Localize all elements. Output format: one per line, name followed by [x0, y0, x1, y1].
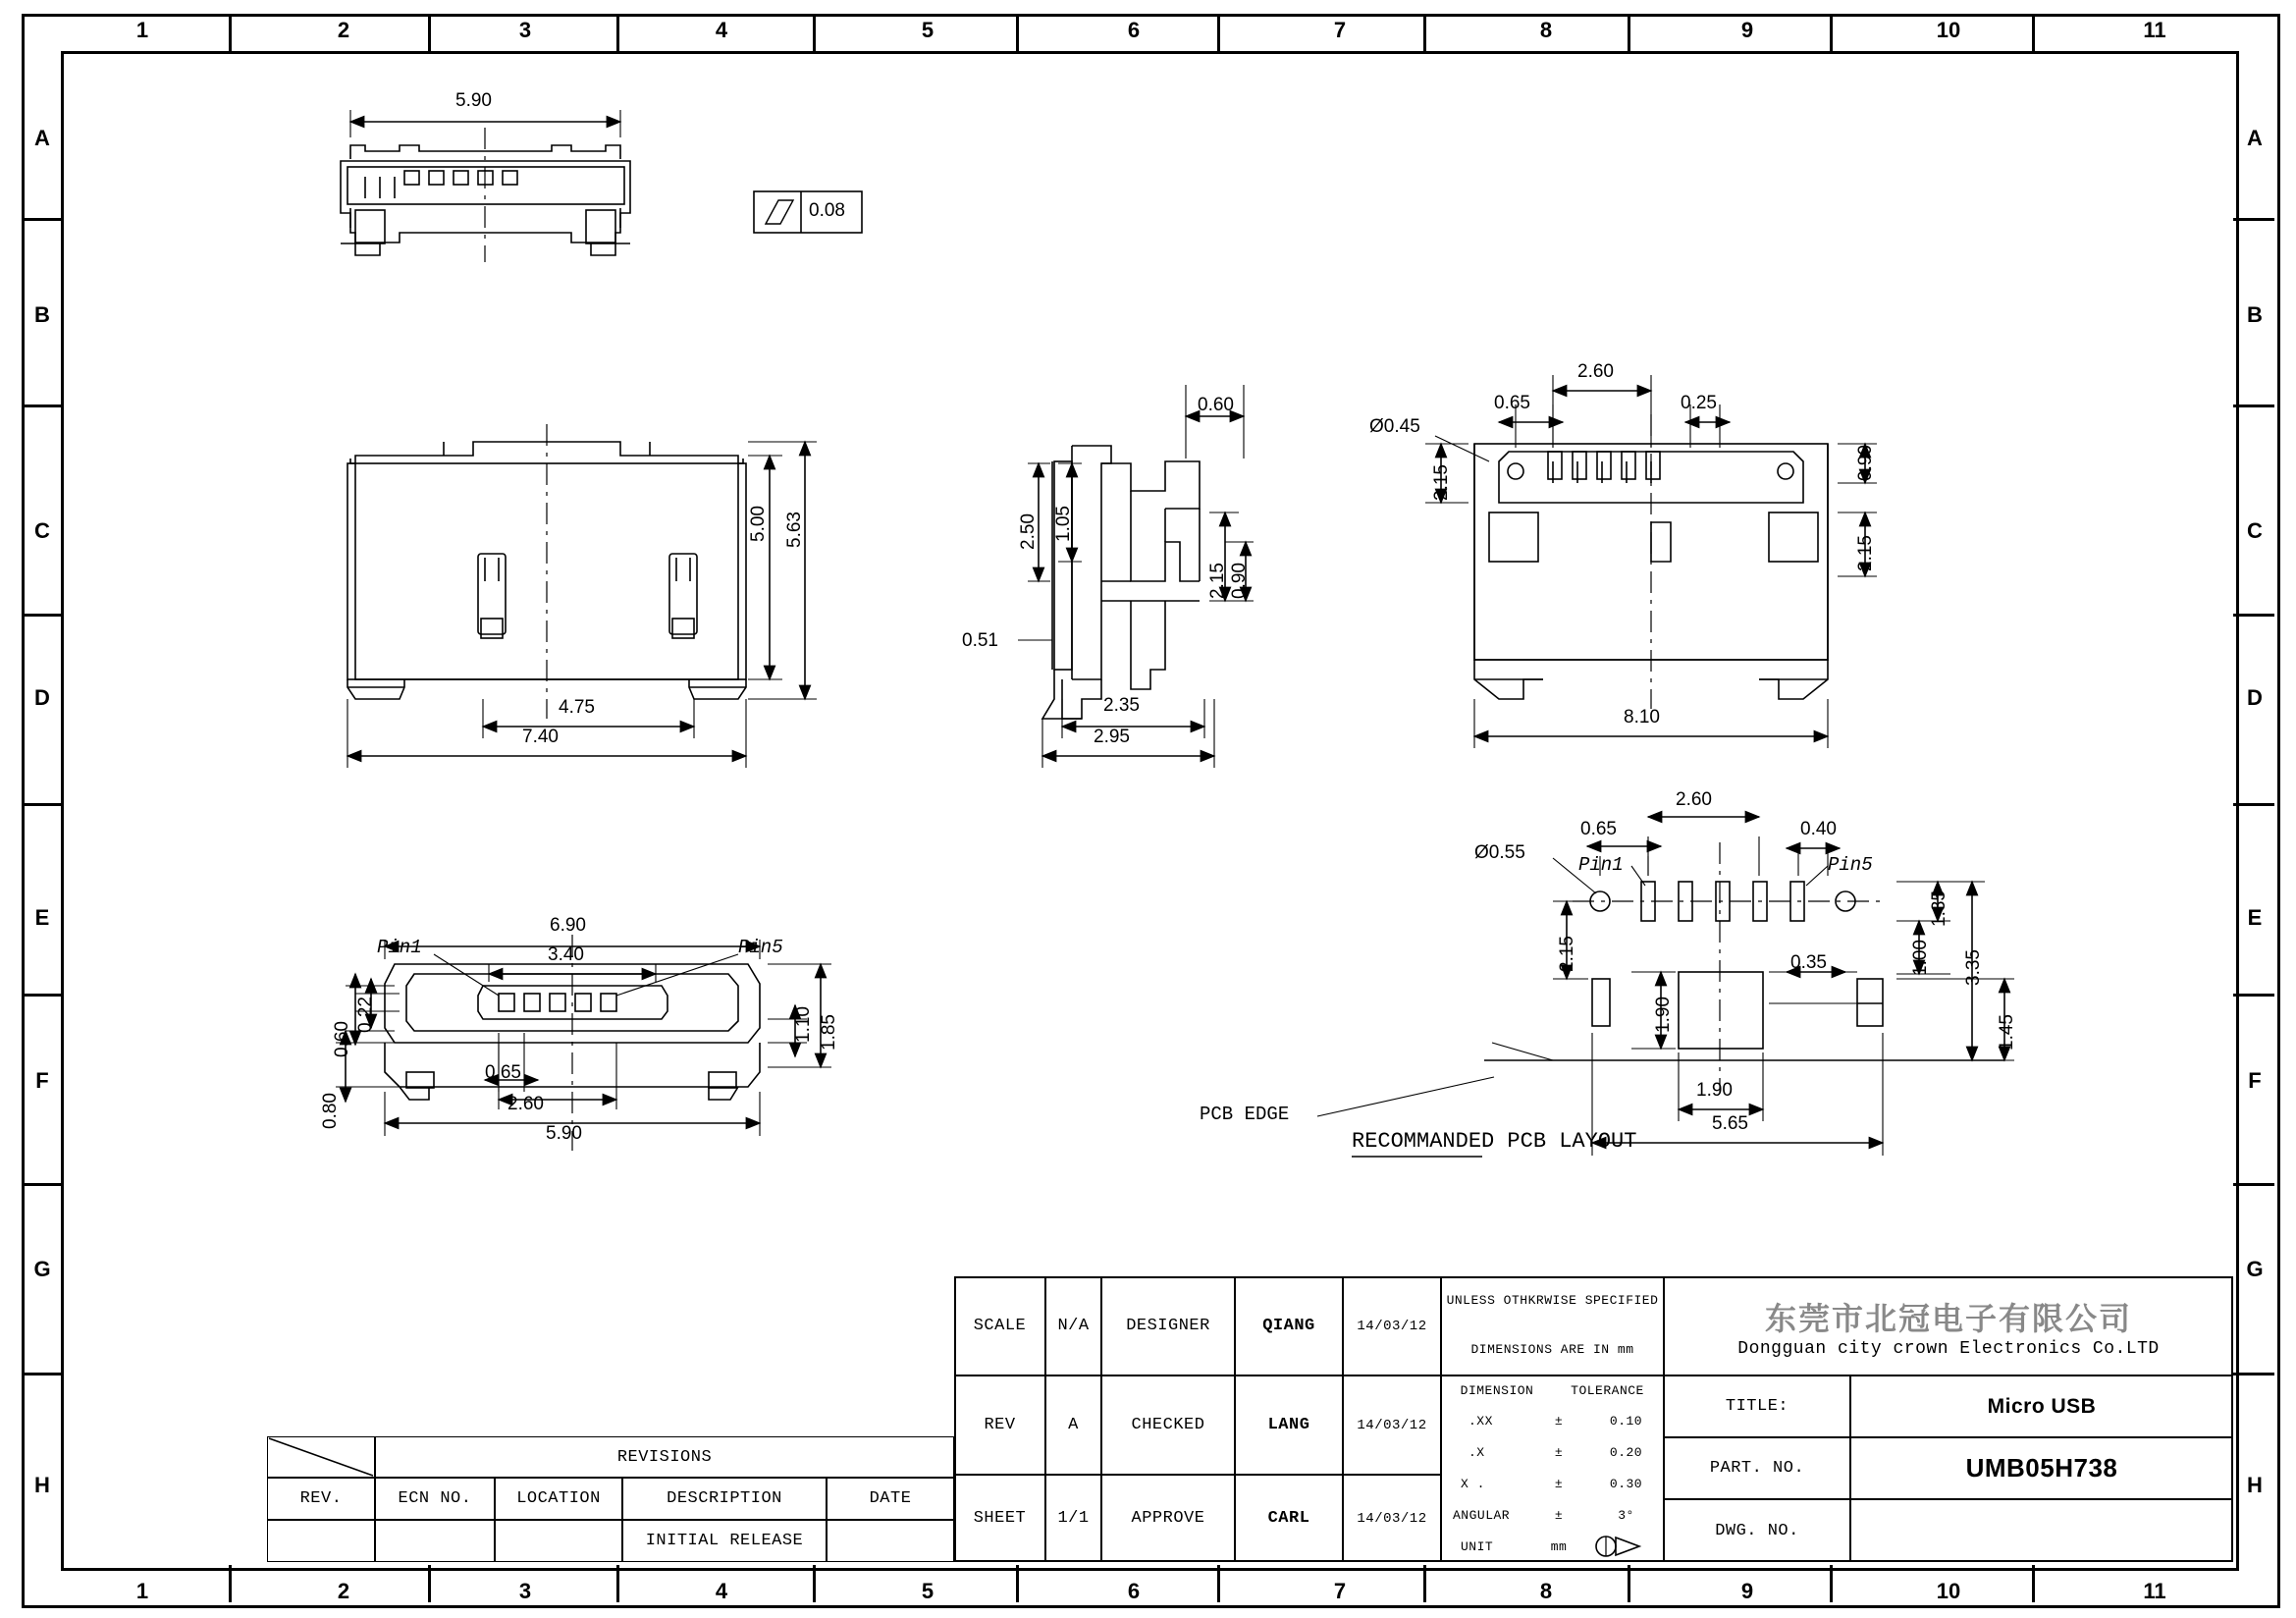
dim-pcb-3-35: 3.35 — [1963, 949, 1984, 986]
zone-col-bot-9: 9 — [1740, 1579, 1754, 1603]
label-pcb-edge: PCB EDGE — [1200, 1104, 1290, 1125]
notes-line1: UNLESS OTHKRWISE SPECIFIED — [1441, 1276, 1664, 1323]
dim-side-1-05: 1.05 — [1053, 506, 1074, 542]
company-name-en: Dongguan city crown Electronics Co.LTD — [1737, 1338, 2160, 1359]
zone-row-left-A: A — [34, 126, 50, 150]
revisions-cell-ecn — [375, 1520, 495, 1562]
approve-value: CARL — [1235, 1475, 1343, 1562]
zone-col-top-9: 9 — [1740, 18, 1754, 42]
revisions-cell-rev — [267, 1520, 375, 1562]
dim-pcb-1-00: 1.00 — [1910, 940, 1931, 976]
dim-pcb-dia-0-55: Ø0.55 — [1474, 842, 1525, 863]
tolerance-row4-sign: ± — [1554, 1507, 1564, 1523]
dim-bottom-1-85: 1.85 — [819, 1014, 839, 1051]
zone-col-top-1: 1 — [135, 18, 149, 42]
dim-rear-0-65: 0.65 — [1494, 393, 1530, 413]
revisions-cell-location — [495, 1520, 622, 1562]
revisions-col-ecn: ECN NO. — [375, 1478, 495, 1520]
zone-tick — [2233, 404, 2274, 407]
zone-tick — [2233, 994, 2274, 997]
tolerance-row3-val: 0.30 — [1609, 1476, 1643, 1491]
zone-tick — [428, 14, 431, 51]
tolerance-row2-dim: .X — [1468, 1444, 1485, 1460]
dim-rear-8-10: 8.10 — [1624, 707, 1660, 728]
zone-tick — [22, 218, 61, 221]
zone-tick — [22, 404, 61, 407]
zone-tick — [229, 14, 232, 51]
notes-line2: DIMENSIONS ARE IN mm — [1441, 1323, 1664, 1375]
tolerance-row4-val: 3° — [1618, 1507, 1634, 1523]
flatness-feature-frame — [754, 191, 862, 233]
dim-bottom-2-60: 2.60 — [507, 1094, 544, 1114]
revisions-col-rev: REV. — [267, 1478, 375, 1520]
zone-row-left-E: E — [34, 905, 50, 930]
view-side-connector — [1042, 446, 1200, 719]
zone-tick — [22, 803, 61, 806]
zone-col-bot-5: 5 — [921, 1579, 934, 1603]
tolerance-row1-dim: .XX — [1468, 1413, 1493, 1429]
dim-bottom-0-60: 0.60 — [332, 1021, 352, 1057]
zone-col-top-6: 6 — [1127, 18, 1141, 42]
tolerance-row5-sign: mm — [1550, 1538, 1568, 1554]
dim-bottom-6-90: 6.90 — [550, 915, 586, 936]
zone-tick — [1628, 14, 1630, 51]
sheet-label: SHEET — [954, 1475, 1045, 1562]
approve-date: 14/03/12 — [1343, 1475, 1441, 1562]
dim-pcb-1-35: 1.35 — [1929, 890, 1949, 927]
dim-pcb-1-90-v: 1.90 — [1653, 997, 1674, 1033]
revisions-cell-description: INITIAL RELEASE — [622, 1520, 827, 1562]
zone-col-bot-3: 3 — [518, 1579, 532, 1603]
tolerance-row5-dim: UNIT — [1461, 1538, 1494, 1554]
sheet-value: 1/1 — [1045, 1475, 1101, 1562]
label-pcb-layout-title: RECOMMANDED PCB LAYOUT — [1352, 1129, 1637, 1154]
zone-col-bot-11: 11 — [2143, 1579, 2166, 1603]
zone-row-right-E: E — [2247, 905, 2263, 930]
label-pin5-pcb: Pin5 — [1828, 854, 1873, 876]
checked-value: LANG — [1235, 1375, 1343, 1475]
dim-pcb-1-90-h: 1.90 — [1696, 1080, 1733, 1101]
zone-tick — [2233, 803, 2274, 806]
dim-rear-0-25: 0.25 — [1681, 393, 1717, 413]
zone-row-left-D: D — [34, 685, 50, 710]
zone-col-bot-4: 4 — [715, 1579, 728, 1603]
zone-col-bot-1: 1 — [135, 1579, 149, 1603]
zone-col-bot-7: 7 — [1333, 1579, 1347, 1603]
zone-col-bot-2: 2 — [337, 1579, 350, 1603]
zone-tick — [22, 994, 61, 997]
company-name-cn: 东莞市北冠电子有限公司 — [1764, 1299, 2132, 1337]
zone-col-top-11: 11 — [2143, 18, 2166, 42]
revisions-table — [267, 1436, 954, 1562]
scale-label: SCALE — [954, 1276, 1045, 1375]
zone-tick — [22, 1373, 61, 1375]
zone-tick — [813, 1565, 816, 1602]
checked-label: CHECKED — [1101, 1375, 1235, 1475]
dim-bottom-1-10: 1.10 — [793, 1006, 814, 1043]
tolerance-col1-header: DIMENSION — [1441, 1375, 1552, 1405]
dim-front-5-63: 5.63 — [784, 512, 805, 548]
zone-tick — [2032, 14, 2035, 51]
zone-tick — [2233, 218, 2274, 221]
dim-side-2-35: 2.35 — [1103, 695, 1140, 716]
title-label: TITLE: — [1664, 1375, 1850, 1437]
dim-side-0-60: 0.60 — [1198, 395, 1234, 415]
zone-row-right-H: H — [2247, 1473, 2263, 1497]
zone-row-right-G: G — [2246, 1257, 2264, 1281]
zone-row-left-G: G — [33, 1257, 51, 1281]
tolerance-row1-val: 0.10 — [1609, 1413, 1643, 1429]
zone-col-top-4: 4 — [715, 18, 728, 42]
dim-pcb-2-60: 2.60 — [1676, 789, 1712, 810]
title-block — [954, 1276, 2233, 1562]
zone-tick — [22, 614, 61, 617]
revisions-cell-date — [827, 1520, 954, 1562]
zone-tick — [1628, 1565, 1630, 1602]
dim-front-7-40: 7.40 — [522, 727, 559, 747]
zone-tick — [616, 14, 619, 51]
zone-tick — [22, 1183, 61, 1186]
designer-label: DESIGNER — [1101, 1276, 1235, 1375]
dim-front-4-75: 4.75 — [559, 697, 595, 718]
rev-label: REV — [954, 1375, 1045, 1475]
dim-pcb-1-45: 1.45 — [1997, 1014, 2017, 1051]
dim-side-2-15: 2.15 — [1207, 563, 1228, 599]
checked-date: 14/03/12 — [1343, 1375, 1441, 1475]
dim-bottom-5-90: 5.90 — [546, 1123, 582, 1144]
revisions-diagonal — [267, 1436, 375, 1478]
designer-value: QIANG — [1235, 1276, 1343, 1375]
zone-tick — [1016, 14, 1019, 51]
tolerance-row4-dim: ANGULAR — [1453, 1507, 1511, 1523]
title-block-border — [954, 1276, 2233, 1562]
zone-col-bot-8: 8 — [1539, 1579, 1553, 1603]
dim-pcb-0-40: 0.40 — [1800, 819, 1837, 839]
tolerance-row3-dim: X . — [1461, 1476, 1485, 1491]
zone-tick — [428, 1565, 431, 1602]
zone-col-top-3: 3 — [518, 18, 532, 42]
zone-col-top-7: 7 — [1333, 18, 1347, 42]
dim-side-0-51: 0.51 — [962, 630, 998, 651]
title-value: Micro USB — [1850, 1375, 2233, 1437]
view-top-connector — [341, 145, 630, 255]
designer-date: 14/03/12 — [1343, 1276, 1441, 1375]
zone-tick — [1423, 14, 1426, 51]
dim-flatness-0-08: 0.08 — [809, 200, 845, 221]
zone-col-bot-10: 10 — [1936, 1579, 1961, 1603]
rev-value: A — [1045, 1375, 1101, 1475]
tolerance-row2-val: 0.20 — [1609, 1444, 1643, 1460]
tolerance-col2-header: TOLERANCE — [1552, 1375, 1664, 1405]
zone-row-left-B: B — [34, 302, 50, 327]
dim-pcb-0-65: 0.65 — [1580, 819, 1617, 839]
zone-col-top-5: 5 — [921, 18, 934, 42]
dim-top-5-90: 5.90 — [455, 90, 492, 111]
scale-value: N/A — [1045, 1276, 1101, 1375]
zone-row-left-C: C — [34, 518, 50, 543]
zone-row-right-A: A — [2247, 126, 2263, 150]
zone-tick — [2233, 614, 2274, 617]
zone-col-top-10: 10 — [1936, 18, 1961, 42]
tolerance-row2-sign: ± — [1554, 1444, 1564, 1460]
dim-front-5-00: 5.00 — [748, 506, 769, 542]
zone-tick — [229, 1565, 232, 1602]
part-no-value: UMB05H738 — [1850, 1437, 2233, 1499]
zone-tick — [2233, 1183, 2274, 1186]
zone-tick — [1217, 1565, 1220, 1602]
dim-rear-2-15-left: 2.15 — [1431, 464, 1452, 501]
revisions-col-description: DESCRIPTION — [622, 1478, 827, 1520]
zone-col-bot-6: 6 — [1127, 1579, 1141, 1603]
dim-rear-2-15-right: 2.15 — [1855, 535, 1876, 571]
dim-side-0-90: 0.90 — [1229, 563, 1250, 599]
dwg-no-label: DWG. NO. — [1664, 1499, 1850, 1562]
zone-row-right-D: D — [2247, 685, 2263, 710]
dim-bottom-0-80: 0.80 — [320, 1093, 341, 1129]
dim-rear-0-90: 0.90 — [1855, 445, 1876, 481]
label-pin1-pcb: Pin1 — [1578, 854, 1624, 876]
zone-col-top-8: 8 — [1539, 18, 1553, 42]
tolerance-row1-sign: ± — [1554, 1413, 1564, 1429]
zone-tick — [1830, 14, 1833, 51]
dim-side-2-95: 2.95 — [1094, 727, 1130, 747]
part-no-label: PART. NO. — [1664, 1437, 1850, 1499]
dim-rear-dia-0-45: Ø0.45 — [1369, 416, 1420, 437]
zone-row-right-F: F — [2248, 1068, 2262, 1093]
zone-tick — [2233, 1373, 2274, 1375]
zone-tick — [1016, 1565, 1019, 1602]
zone-tick — [1217, 14, 1220, 51]
dim-bottom-3-40: 3.40 — [548, 944, 584, 965]
zone-tick — [616, 1565, 619, 1602]
zone-row-left-F: F — [35, 1068, 49, 1093]
dim-pcb-2-15: 2.15 — [1557, 936, 1577, 972]
revisions-header: REVISIONS — [375, 1436, 954, 1478]
dim-bottom-0-65: 0.65 — [485, 1062, 521, 1083]
dim-rear-2-60: 2.60 — [1577, 361, 1614, 382]
revisions-col-date: DATE — [827, 1478, 954, 1520]
zone-row-right-B: B — [2247, 302, 2263, 327]
zone-col-top-2: 2 — [337, 18, 350, 42]
zone-row-left-H: H — [34, 1473, 50, 1497]
dim-pcb-5-65: 5.65 — [1712, 1113, 1748, 1134]
zone-row-right-C: C — [2247, 518, 2263, 543]
zone-tick — [813, 14, 816, 51]
tolerance-row3-sign: ± — [1554, 1476, 1564, 1491]
zone-tick — [2032, 1565, 2035, 1602]
dim-side-2-50: 2.50 — [1018, 513, 1039, 550]
dim-bottom-0-22: 0.22 — [355, 997, 376, 1033]
label-pin5-bottom: Pin5 — [738, 937, 783, 958]
label-pin1-bottom: Pin1 — [377, 937, 422, 958]
zone-tick — [1830, 1565, 1833, 1602]
dim-pcb-0-35: 0.35 — [1790, 952, 1827, 973]
approve-label: APPROVE — [1101, 1475, 1235, 1562]
revisions-col-location: LOCATION — [495, 1478, 622, 1520]
zone-tick — [1423, 1565, 1426, 1602]
